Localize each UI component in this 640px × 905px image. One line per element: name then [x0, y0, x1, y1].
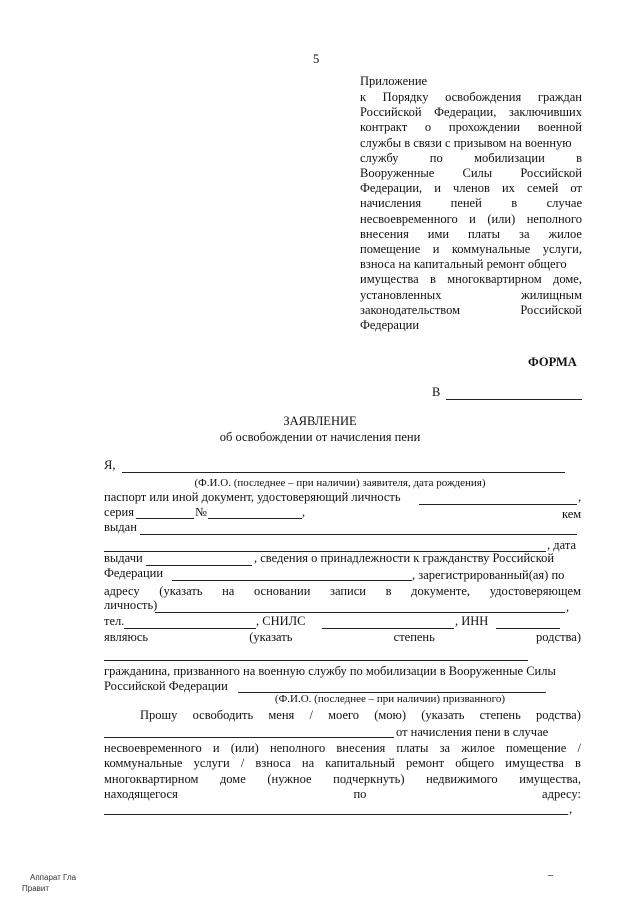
word: (указать [249, 630, 293, 644]
word: капитальный [325, 756, 395, 770]
appendix-word: граждан [537, 90, 582, 104]
word: являюсь [104, 630, 149, 644]
appendix-word: контракт [360, 120, 408, 135]
word: в [575, 756, 581, 770]
word: меня [268, 708, 295, 722]
appendix-line [360, 303, 582, 318]
nomer-label: № [195, 505, 207, 519]
appendix-word: прохождении [448, 120, 521, 135]
appendix-line [360, 181, 582, 196]
federacii-label: Федерации [104, 566, 164, 580]
passport-label: паспорт или иной документ, удостоверяющий личность [104, 490, 401, 504]
appendix-line [360, 90, 582, 105]
snils-input-line[interactable] [322, 628, 454, 629]
appendix-word: службы в связи с призывом на военную [360, 135, 572, 150]
word: на [301, 756, 315, 770]
tel-input-line[interactable] [124, 628, 256, 629]
appendix-word: военной [537, 120, 582, 135]
appendix-word: заключивших [508, 105, 582, 120]
word: подчеркнуть) [333, 772, 405, 786]
passport-input-line[interactable] [419, 504, 577, 505]
appendix-word: Федерации [360, 318, 420, 332]
appendix-word: к [360, 90, 367, 104]
seriya-input-line[interactable] [136, 518, 194, 519]
appendix-word: начисления [360, 196, 422, 211]
appendix-word: доме, [553, 272, 582, 287]
scan-mark [548, 875, 553, 876]
inn-input-line[interactable] [496, 628, 560, 629]
appendix-word: Российской [360, 105, 422, 120]
appendix-line [360, 272, 582, 287]
word: на [222, 584, 235, 598]
appendix-word: семей [526, 181, 559, 196]
addressee-prefix: В [432, 385, 441, 399]
appendix-word: по [429, 150, 443, 165]
appendix-word: и [469, 211, 476, 226]
appendix-word: ими [427, 226, 450, 241]
word: за [439, 741, 451, 755]
kem-label: кем [562, 507, 582, 521]
word: моего [328, 708, 360, 722]
word: недвижимого [426, 772, 498, 786]
doc-subtitle: об освобождении от начисления пени [219, 430, 421, 444]
appendix-word: взноса на капитальный ремонт общего [360, 257, 567, 272]
appendix-word: внесения [360, 226, 409, 241]
yavlyayus-line [104, 630, 581, 645]
appendix-line [360, 166, 582, 181]
ot-nachisleniya-text: от начисления пени в случае [396, 725, 549, 739]
vydan-label: выдан [104, 520, 137, 534]
word: ремонт [406, 756, 445, 770]
word: находящегося [104, 787, 178, 801]
word: / [240, 756, 245, 770]
word: документе, [411, 584, 471, 598]
lichnost-label: личность) [104, 598, 158, 612]
appendix-line [360, 136, 572, 151]
appendix-line [360, 196, 582, 211]
word: (или) [230, 741, 259, 755]
lichnost-comma: , [566, 600, 570, 614]
inn-label: , ИНН [455, 614, 489, 628]
grazhdanina-text: гражданина, призванного на военную службу по мобилизации в Вооруженные Силы [104, 664, 556, 678]
word: доме [219, 772, 246, 786]
word: и [212, 741, 220, 755]
word: (нужное [267, 772, 312, 786]
appendix-word: в [576, 150, 582, 165]
kommun-line [104, 756, 581, 771]
appendix-word: пеней [450, 196, 482, 211]
tel-label: тел. [104, 614, 125, 628]
appendix-word: случае [546, 196, 582, 211]
word: платы [396, 741, 429, 755]
fio-hint: (Ф.И.О. (последнее – при наличии) заявителя, дата рождения) [194, 477, 486, 489]
appendix-word: Силы [462, 166, 493, 180]
appendix-word: и [434, 181, 441, 196]
ya-label: Я, [104, 458, 116, 472]
seriya-comma: , [302, 505, 306, 519]
addressee-line[interactable] [446, 399, 582, 400]
fio-hint-2: (Ф.И.О. (последнее – при наличии) призванного) [274, 693, 506, 705]
passport-comma: , [578, 490, 582, 504]
mkd-line [104, 772, 581, 787]
word: имущества, [519, 772, 581, 786]
appendix-title: Приложение [360, 74, 428, 88]
appendix-word: многоквартирном [447, 272, 542, 287]
rf-label: Российской Федерации [104, 679, 228, 693]
word: в [385, 584, 392, 598]
kinship-input-line[interactable] [104, 660, 528, 661]
appendix-word: законодательством [360, 302, 461, 317]
address-input-line[interactable] [104, 814, 568, 815]
appendix-word: имущества [360, 272, 419, 287]
word: / [577, 741, 581, 755]
forma-label: ФОРМА [528, 355, 577, 369]
citizenship-input-line[interactable] [172, 580, 412, 581]
word: степень [393, 630, 435, 644]
appendix-word: Вооруженные [360, 166, 435, 180]
appendix-word: службу [360, 150, 399, 165]
word: (указать [159, 584, 203, 598]
appendix-word: Федерации, [360, 181, 423, 196]
proshu-input-line[interactable] [104, 737, 394, 738]
appendix-word: от [570, 181, 582, 196]
word: внесения [336, 741, 386, 755]
word: несвоевременного [104, 741, 202, 755]
appendix-word: платы [468, 226, 501, 241]
nomer-input-line[interactable] [208, 518, 302, 519]
appendix-word: Порядку [382, 90, 429, 104]
appendix-line [360, 105, 582, 120]
appendix-word: в [511, 196, 518, 211]
appendix-word: Российской [520, 166, 582, 180]
appendix-word: несвоевременного [360, 211, 458, 226]
adresu-line [104, 584, 581, 599]
appendix-word: о [424, 120, 432, 135]
appendix-line [360, 120, 582, 135]
data-label: , дата [547, 538, 576, 552]
vydan-input-line[interactable] [140, 534, 577, 535]
appendix-line [360, 151, 582, 166]
word: / [309, 708, 313, 722]
footer-line-2: Правит [22, 884, 50, 893]
word: родства) [536, 630, 581, 644]
appendix-word: освобождения [445, 90, 522, 104]
word: записи [330, 584, 366, 598]
word: (мою) [374, 708, 407, 722]
address-comma: , [569, 802, 573, 816]
nesvoevr-line [104, 741, 581, 756]
appendix-word: установленных [360, 287, 442, 302]
seriya-label: серия [104, 505, 134, 519]
appendix-word: и [432, 242, 440, 256]
appendix-word: коммунальные [451, 242, 531, 256]
word: Прошу [140, 708, 178, 722]
appendix-line [360, 257, 567, 272]
appendix-word: членов [452, 181, 490, 196]
appendix-word: мобилизации [474, 150, 545, 165]
appendix-line [360, 212, 582, 227]
appendix-word: их [501, 181, 515, 196]
appendix-line [360, 242, 582, 257]
word: помещение [506, 741, 567, 755]
word: многоквартирном [104, 772, 199, 786]
word: по [353, 787, 367, 801]
proshu-line [140, 708, 581, 723]
word: удостоверяющем [489, 584, 581, 598]
word: жилое [461, 741, 495, 755]
snils-label: , СНИЛС [256, 614, 306, 628]
appendix-line [360, 318, 419, 333]
doc-title: ЗАЯВЛЕНИЕ [283, 414, 357, 428]
appendix-word: жилищным [521, 287, 582, 302]
word: имущества [505, 756, 564, 770]
word: неполного [269, 741, 326, 755]
nahod-line [104, 787, 581, 802]
appendix-line [360, 288, 582, 303]
fio-input-line[interactable] [122, 472, 565, 473]
appendix-word: за [519, 226, 530, 241]
word: родства) [535, 708, 581, 722]
page-number: 5 [313, 52, 320, 66]
appendix-word: в [430, 272, 436, 287]
word: взноса [255, 756, 291, 770]
word: общего [455, 756, 495, 770]
appendix-word: помещение [360, 242, 421, 256]
word: услуги [193, 756, 230, 770]
svedeniya-text: , сведения о принадлежности к гражданству Российской [254, 551, 555, 565]
appendix-line [360, 227, 582, 242]
appendix-word: жилое [548, 226, 582, 241]
appendix-word: услуги, [542, 242, 582, 256]
vydachi-label: выдачи [104, 551, 143, 565]
word: степень [479, 708, 521, 722]
word: коммунальные [104, 756, 183, 770]
appendix-word: (или) [487, 211, 516, 226]
word: адресу [104, 584, 140, 598]
word: (указать [421, 708, 465, 722]
appendix-word: неполного [526, 211, 582, 226]
lichnost-input-line[interactable] [155, 612, 565, 613]
appendix-word: Федерации, [434, 105, 497, 120]
word: основании [254, 584, 311, 598]
word: освободить [192, 708, 254, 722]
zareg-text: , зарегистрированный(ая) по [412, 568, 565, 582]
appendix-word: Российской [520, 302, 582, 317]
word: адресу: [542, 787, 581, 801]
footer-line-1: Аппарат Гла [30, 873, 77, 882]
